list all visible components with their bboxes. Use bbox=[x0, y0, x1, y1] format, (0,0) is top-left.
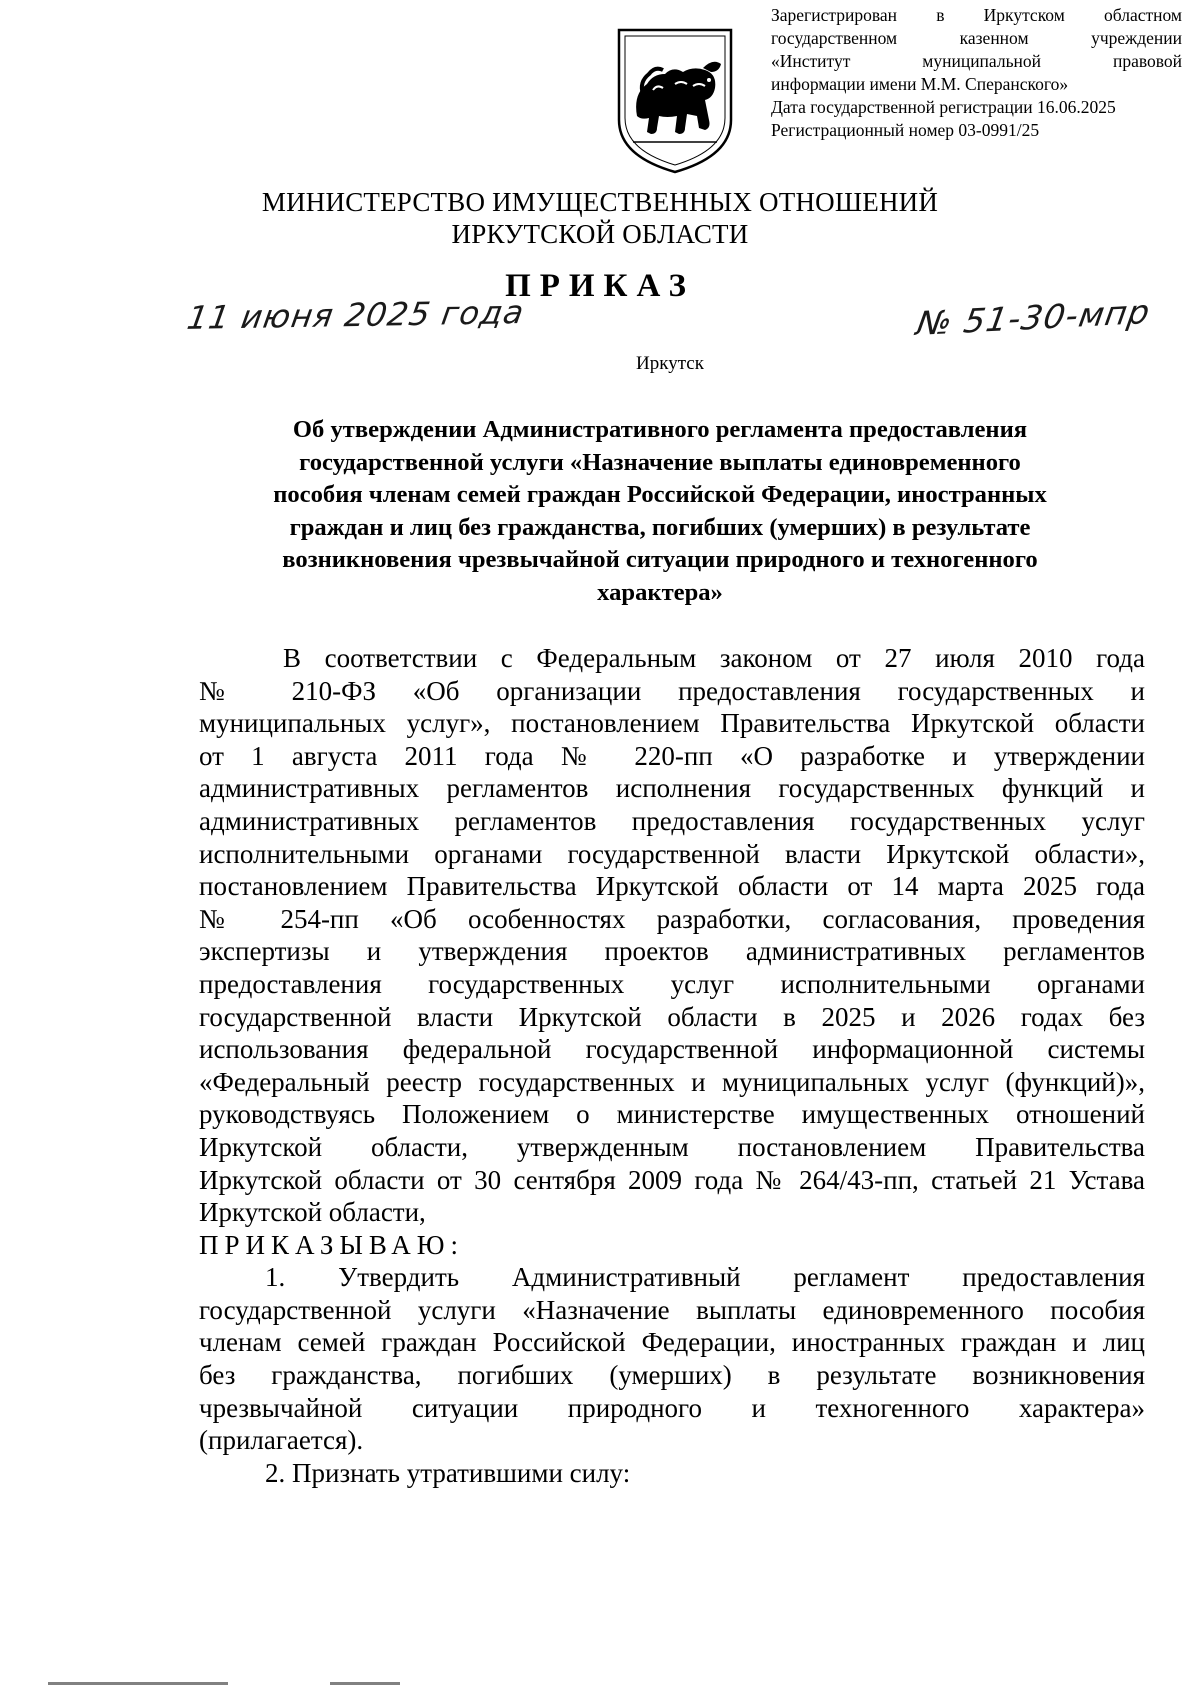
order-word: ПРИКАЗЫВАЮ: bbox=[199, 1229, 464, 1260]
order-item-1-line: без гражданства, погибших (умерших) в результате возникновения bbox=[199, 1360, 1145, 1391]
order-item-1-line: 1. Утвердить Административный регламент предоставления bbox=[265, 1262, 1145, 1293]
order-item-1 bbox=[199, 1261, 1145, 1424]
document-heading bbox=[200, 414, 1120, 610]
preamble-line: экспертизы и утверждения проектов административных регламентов bbox=[199, 936, 1145, 967]
registration-date: Дата государственной регистрации 16.06.2025 bbox=[771, 97, 1116, 117]
preamble-line: руководствуясь Положением о министерстве имущественных отношений bbox=[199, 1099, 1145, 1130]
preamble-line: от 1 августа 2011 года № 220-пп «О разработке и утверждении bbox=[199, 740, 1145, 771]
preamble-line: В соответствии с Федеральным законом от 27 июля 2010 года bbox=[283, 643, 1145, 673]
preamble-line: муниципальных услуг», постановлением Правительства Иркутской области bbox=[199, 708, 1145, 739]
order-item-2: 2. Признать утратившими силу: bbox=[265, 1457, 631, 1488]
next-page-text-fragment bbox=[30, 1676, 430, 1696]
preamble-line: государственной власти Иркутской области в 2025 и 2026 годах без bbox=[199, 1001, 1145, 1032]
handwritten-date: 11 июня 2025 года bbox=[184, 293, 528, 337]
preamble-line: использования федеральной государственной информационной системы bbox=[199, 1034, 1145, 1065]
preamble-line: № 210-ФЗ «Об организации предоставления государственных и bbox=[199, 675, 1145, 706]
city: Иркутск bbox=[636, 353, 704, 374]
handwritten-order-number: № 51-30-мпр bbox=[913, 291, 1154, 344]
heading-line: государственной услуги «Назначение выплаты единовременного bbox=[299, 448, 1021, 476]
preamble-last-line: Иркутской области, bbox=[199, 1197, 426, 1228]
preamble-line: предоставления государственных услуг исполнительными органами bbox=[199, 968, 1145, 999]
document-body bbox=[199, 642, 1145, 1489]
heading-line: Об утверждении Административного регламента предоставления bbox=[292, 416, 1028, 443]
registration-number: Регистрационный номер 03-0991/25 bbox=[771, 120, 1040, 140]
registration-line: информации имени М.М. Сперанского» bbox=[771, 74, 1069, 94]
preamble-line: постановлением Правительства Иркутской области от 14 марта 2025 года bbox=[199, 871, 1145, 902]
order-item-1-line: членам семей граждан Российской Федерации, иностранных граждан и лиц bbox=[199, 1327, 1145, 1358]
registration-line: Зарегистрирован в Иркутском областном bbox=[771, 5, 1182, 25]
preamble-line: Иркутской области, утвержденным постановлением Правительства bbox=[199, 1131, 1145, 1162]
order-item-1-line: государственной услуги «Назначение выплаты единовременного пособия bbox=[199, 1294, 1145, 1325]
preamble-line: административных регламентов предоставления государственных услуг bbox=[199, 805, 1145, 836]
order-item-1-line: чрезвычайной ситуации природного и техногенного характера» bbox=[199, 1392, 1145, 1423]
order-title: ПРИКАЗ bbox=[505, 268, 695, 304]
preamble-line: административных регламентов исполнения государственных функций и bbox=[199, 773, 1145, 804]
preamble-line: исполнительными органами государственной власти Иркутской области», bbox=[199, 838, 1145, 869]
heading-line: возникновения чрезвычайной ситуации природного и техногенного bbox=[282, 546, 1038, 574]
text-fragment bbox=[48, 1682, 228, 1696]
registration-line: «Институт муниципальной правовой bbox=[771, 51, 1182, 71]
ministry-name-line1: МИНИСТЕРСТВО ИМУЩЕСТВЕННЫХ ОТНОШЕНИЙ bbox=[261, 187, 939, 217]
preamble-line: № 254-пп «Об особенностях разработки, согласования, проведения bbox=[199, 903, 1145, 934]
text-fragment bbox=[330, 1682, 400, 1696]
ministry-name-line2: ИРКУТСКОЙ ОБЛАСТИ bbox=[451, 219, 749, 249]
heading-line: пособия членам семей граждан Российской Федерации, иностранных bbox=[273, 481, 1047, 509]
heading-line: граждан и лиц без гражданства, погибших (умерших) в результате bbox=[289, 513, 1031, 541]
registration-stamp bbox=[771, 4, 1182, 142]
registration-line: государственном казенном учреждении bbox=[771, 28, 1182, 48]
preamble-paragraph bbox=[199, 642, 1145, 1196]
irkutsk-coat-of-arms-icon bbox=[613, 24, 737, 176]
preamble-line: Иркутской области от 30 сентября 2009 года № 264/43-пп, статьей 21 Устава bbox=[199, 1164, 1145, 1195]
preamble-line: «Федеральный реестр государственных и муниципальных услуг (функций)», bbox=[199, 1066, 1145, 1097]
order-item-1-last-line: (прилагается). bbox=[199, 1425, 364, 1456]
heading-line: характера» bbox=[597, 578, 723, 606]
